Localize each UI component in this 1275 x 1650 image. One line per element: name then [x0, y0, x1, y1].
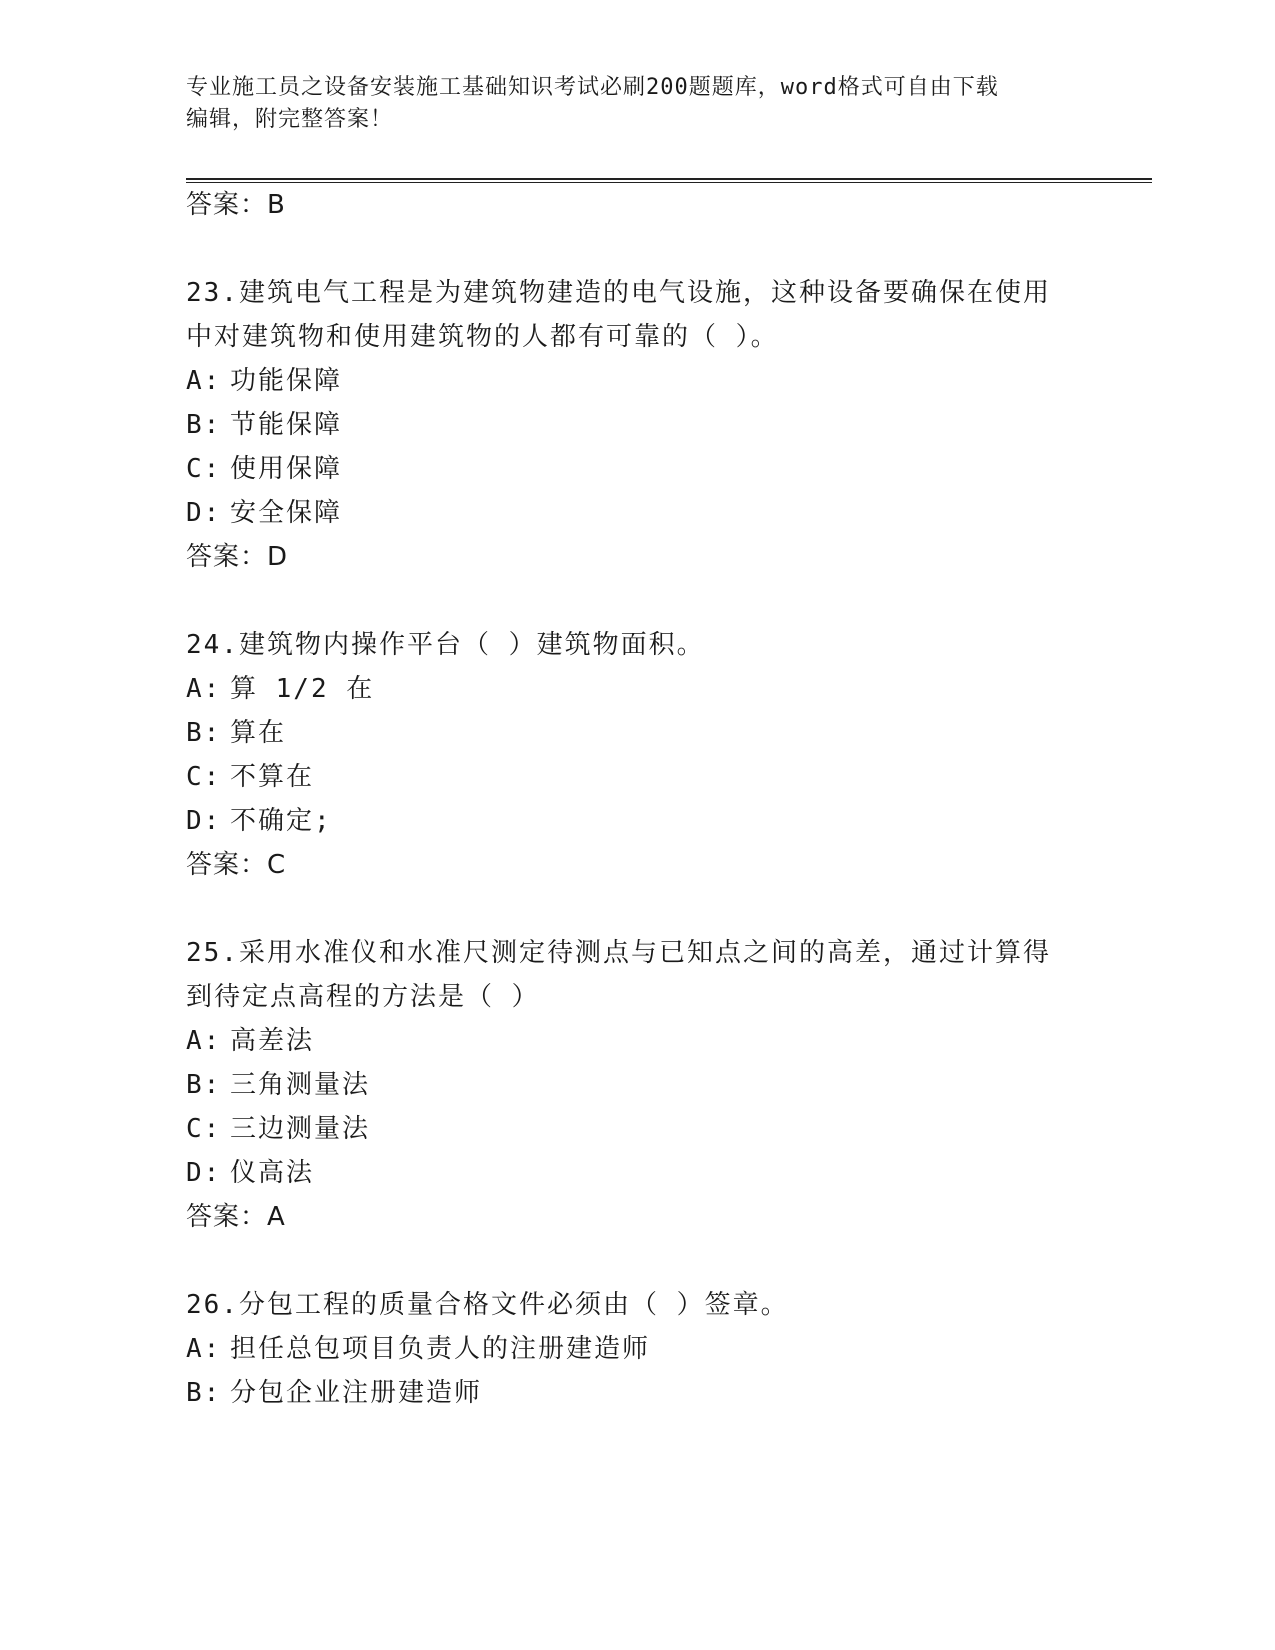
question-23-stem-line-2: 中对建筑物和使用建筑物的人都有可靠的（ ）。 — [186, 322, 779, 352]
header-title-line-1: 专业施工员之设备安装施工基础知识考试必刷200题题库，word格式可自由下载 — [186, 75, 999, 100]
question-23-stem-line-1: 23.建筑电气工程是为建筑物建造的电气设施，这种设备要确保在使用 — [186, 278, 1051, 308]
option-letter: B: — [186, 718, 222, 748]
header-divider — [186, 178, 1152, 183]
option-text: 不算在 — [230, 762, 315, 792]
option-letter: A: — [186, 1334, 222, 1364]
option-text: 功能保障 — [230, 366, 343, 396]
option-text: 三角测量法 — [230, 1070, 371, 1100]
option-letter: B: — [186, 410, 222, 440]
option-text: 仪高法 — [230, 1158, 315, 1188]
option-text: 三边测量法 — [230, 1114, 371, 1144]
option-text: 算 1/2 在 — [230, 674, 375, 704]
question-23-option-c — [186, 452, 342, 486]
question-23-option-d — [186, 496, 342, 530]
question-24-option-a — [186, 672, 374, 706]
question-26-stem: 26.分包工程的质量合格文件必须由（ ）签章。 — [186, 1290, 789, 1320]
option-text: 不确定; — [230, 806, 332, 836]
question-24-stem: 24.建筑物内操作平台（ ）建筑物面积。 — [186, 630, 705, 660]
option-letter: D: — [186, 806, 222, 836]
question-24-option-b — [186, 716, 286, 750]
header-title-line-2: 编辑，附完整答案！ — [186, 107, 394, 132]
option-letter: C: — [186, 762, 222, 792]
option-letter: A: — [186, 366, 222, 396]
question-23-option-a — [186, 364, 342, 398]
option-text: 担任总包项目负责人的注册建造师 — [230, 1334, 651, 1364]
question-25-option-b — [186, 1068, 370, 1102]
option-text: 分包企业注册建造师 — [230, 1378, 483, 1408]
question-23-answer: 答案：D — [186, 542, 289, 572]
question-25-stem-line-2: 到待定点高程的方法是（ ） — [186, 982, 540, 1012]
question-25-option-d — [186, 1156, 314, 1190]
option-text: 使用保障 — [230, 454, 343, 484]
option-letter: A: — [186, 1026, 222, 1056]
option-letter: D: — [186, 1158, 222, 1188]
question-26-option-a — [186, 1332, 650, 1366]
option-letter: B: — [186, 1378, 222, 1408]
previous-answer: 答案：B — [186, 190, 286, 220]
question-24-answer: 答案：C — [186, 850, 287, 880]
option-text: 高差法 — [230, 1026, 315, 1056]
question-23-option-b — [186, 408, 342, 442]
question-25-stem-line-1: 25.采用水准仪和水准尺测定待测点与已知点之间的高差，通过计算得 — [186, 938, 1051, 968]
option-letter: D: — [186, 498, 222, 528]
question-25-answer: 答案：A — [186, 1202, 286, 1232]
question-25-option-c — [186, 1112, 370, 1146]
option-text: 节能保障 — [230, 410, 343, 440]
page-header — [186, 72, 1086, 136]
question-26-option-b — [186, 1376, 482, 1410]
option-letter: C: — [186, 454, 222, 484]
question-24-option-d — [186, 804, 332, 838]
question-25-option-a — [186, 1024, 314, 1058]
option-text: 安全保障 — [230, 498, 343, 528]
question-24-option-c — [186, 760, 314, 794]
option-text: 算在 — [230, 718, 287, 748]
option-letter: B: — [186, 1070, 222, 1100]
option-letter: A: — [186, 674, 222, 704]
option-letter: C: — [186, 1114, 222, 1144]
